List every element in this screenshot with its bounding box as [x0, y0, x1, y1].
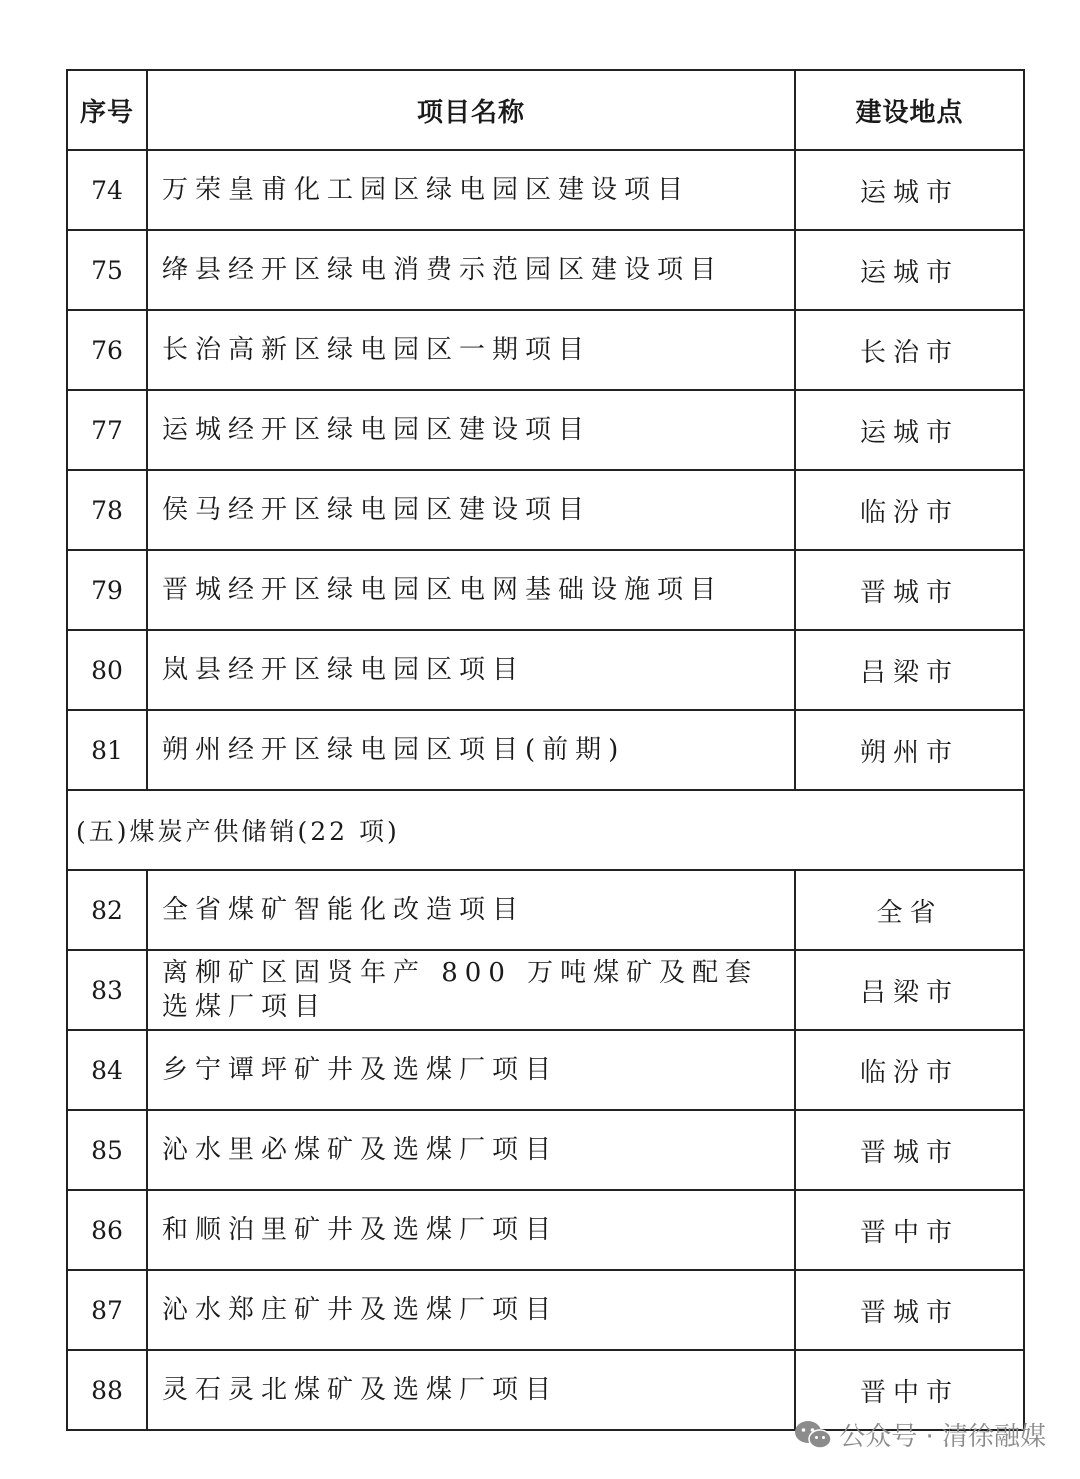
row-num: 83 — [67, 950, 147, 1030]
row-num: 87 — [67, 1270, 147, 1350]
table-row — [67, 310, 1024, 390]
row-location: 吕梁市 — [795, 950, 1024, 1030]
table-row — [67, 1110, 1024, 1190]
row-num: 76 — [67, 310, 147, 390]
row-name: 长治高新区绿电园区一期项目 — [147, 310, 795, 390]
row-location: 全省 — [795, 870, 1024, 950]
row-num: 82 — [67, 870, 147, 950]
table-row — [67, 390, 1024, 470]
table-row — [67, 1270, 1024, 1350]
row-name: 和顺泊里矿井及选煤厂项目 — [147, 1190, 795, 1270]
row-name: 绛县经开区绿电消费示范园区建设项目 — [147, 230, 795, 310]
row-num: 79 — [67, 550, 147, 630]
section-heading-row — [67, 790, 1024, 870]
row-num: 81 — [67, 710, 147, 790]
row-location: 晋城市 — [795, 1110, 1024, 1190]
header-location: 建设地点 — [795, 70, 1024, 150]
row-num: 85 — [67, 1110, 147, 1190]
row-location: 运城市 — [795, 390, 1024, 470]
row-num: 78 — [67, 470, 147, 550]
table-row — [67, 150, 1024, 230]
table-row — [67, 870, 1024, 950]
table-row — [67, 1190, 1024, 1270]
row-num: 74 — [67, 150, 147, 230]
table-row — [67, 550, 1024, 630]
row-name: 乡宁谭坪矿井及选煤厂项目 — [147, 1030, 795, 1110]
table-row — [67, 630, 1024, 710]
row-location: 晋城市 — [795, 550, 1024, 630]
row-location: 晋中市 — [795, 1190, 1024, 1270]
watermark — [793, 1416, 1046, 1453]
row-location: 运城市 — [795, 230, 1024, 310]
row-num: 75 — [67, 230, 147, 310]
row-name: 离柳矿区固贤年产 800 万吨煤矿及配套选煤厂项目 — [147, 950, 795, 1030]
row-location: 临汾市 — [795, 470, 1024, 550]
table-row — [67, 470, 1024, 550]
row-name: 侯马经开区绿电园区建设项目 — [147, 470, 795, 550]
row-location: 临汾市 — [795, 1030, 1024, 1110]
table-row — [67, 710, 1024, 790]
row-num: 84 — [67, 1030, 147, 1110]
row-location: 晋城市 — [795, 1270, 1024, 1350]
row-location: 运城市 — [795, 150, 1024, 230]
wechat-icon — [793, 1419, 833, 1451]
row-name: 全省煤矿智能化改造项目 — [147, 870, 795, 950]
row-num: 77 — [67, 390, 147, 470]
watermark-text: 公众号 · 清徐融媒 — [839, 1422, 1046, 1452]
row-name: 万荣皇甫化工园区绿电园区建设项目 — [147, 150, 795, 230]
row-name: 晋城经开区绿电园区电网基础设施项目 — [147, 550, 795, 630]
table-row — [67, 1030, 1024, 1110]
table-row — [67, 950, 1024, 1030]
row-name: 沁水郑庄矿井及选煤厂项目 — [147, 1270, 795, 1350]
row-name: 沁水里必煤矿及选煤厂项目 — [147, 1110, 795, 1190]
header-num: 序号 — [67, 70, 147, 150]
row-location: 晋中市 — [795, 1350, 1024, 1430]
row-name: 岚县经开区绿电园区项目 — [147, 630, 795, 710]
row-location: 长治市 — [795, 310, 1024, 390]
row-name: 运城经开区绿电园区建设项目 — [147, 390, 795, 470]
row-name: 朔州经开区绿电园区项目(前期) — [147, 710, 795, 790]
header-name: 项目名称 — [147, 70, 795, 150]
row-num: 88 — [67, 1350, 147, 1430]
row-name: 灵石灵北煤矿及选煤厂项目 — [147, 1350, 795, 1430]
row-location: 朔州市 — [795, 710, 1024, 790]
table-header-row — [67, 70, 1024, 150]
project-table — [66, 69, 1025, 1431]
row-num: 80 — [67, 630, 147, 710]
row-num: 86 — [67, 1190, 147, 1270]
section-heading: (五)煤炭产供储销(22 项) — [67, 790, 1024, 870]
table-row — [67, 230, 1024, 310]
row-location: 吕梁市 — [795, 630, 1024, 710]
